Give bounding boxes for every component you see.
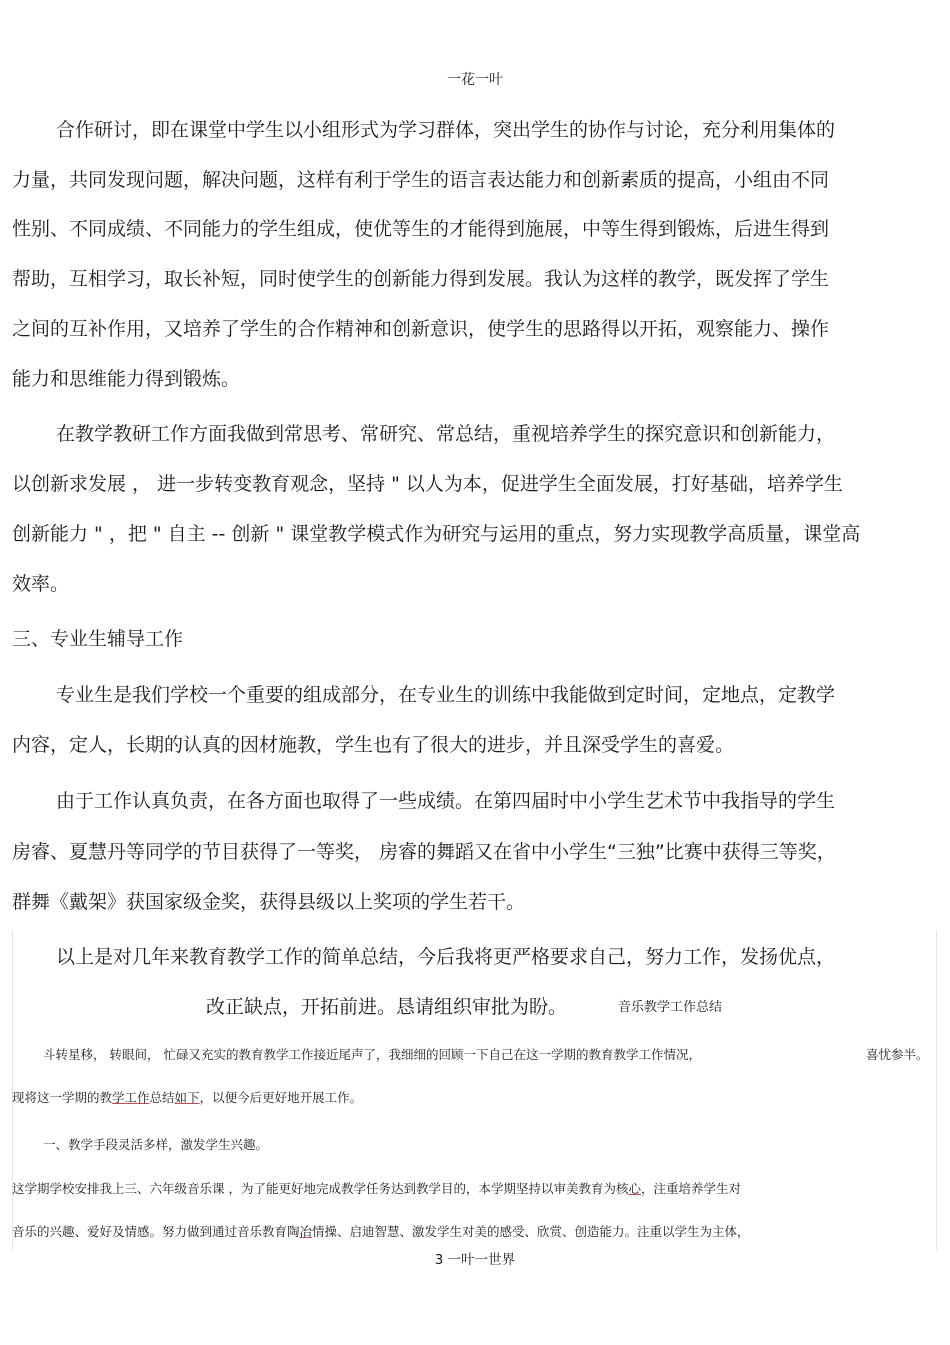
paragraph-line: 帮助，互相学习，取长补短，同时使学生的创新能力得到发展。我认为这样的教学，既发挥了学生 <box>12 268 830 290</box>
paragraph-line: 房睿、夏慧丹等同学的节目获得了一等奖， 房睿的舞蹈又在省中小学生“三独”比赛中获得三等奖， <box>12 841 836 863</box>
small-text-line <box>12 1223 750 1241</box>
paragraph-line: 专业生是我们学校一个重要的组成部分，在专业生的训练中我能做到定时间，定地点，定教学 <box>56 684 836 706</box>
paragraph-line: 力量，共同发现问题，解决问题，这样有利于学生的语言表达能力和创新素质的提高，小组由不同 <box>12 169 830 191</box>
paragraph-line: 之间的互补作用，又培养了学生的合作精神和创新意识，使学生的思路得以开拓，观察能力、操作 <box>12 318 830 340</box>
paragraph-line: 在教学教研工作方面我做到常思考、常研究、常总结，重视培养学生的探究意识和创新能力， <box>56 423 836 445</box>
text-segment: 情操、启迪智慧、激发学生对美的感受、欣赏、创造能力。注重以学生为主体， <box>312 1224 750 1239</box>
small-section-heading: 一、教学手段灵活多样，激发学生兴趣。 <box>43 1137 269 1152</box>
conclusion-line: 以上是对几年来教育教学工作的简单总结，今后我将更严格要求自己，努力工作，发扬优点， <box>56 946 836 968</box>
small-text-line: 斗转星移， 转眼间， 忙碌又充实的教育教学工作接近尾声了，我细细的回顾一下自己在这一学期的教育教学工作情况， <box>43 1047 701 1062</box>
text-segment: 现将这一学期的教 <box>12 1090 113 1105</box>
paragraph-line: 内容，定人，长期的认真的因材施教，学生也有了很大的进步，并且深受学生的喜爱。 <box>12 734 735 756</box>
section-heading: 三、专业生辅导工作 <box>12 628 184 650</box>
frame-border-right <box>936 930 937 1250</box>
small-text-line <box>12 1180 741 1198</box>
conclusion-line: 改正缺点，开拓前进。恳请组织审批为盼。 <box>206 996 568 1018</box>
page-footer: 3 一叶一世界 <box>434 1252 516 1268</box>
paragraph-line: 以创新求发展 ， 进一步转变教育观念，坚持 " 以人为本，促进学生全面发展，打好基础，培养学生 <box>12 473 843 495</box>
underlined-text: 如下 <box>174 1090 200 1105</box>
paragraph-line: 由于工作认真负责，在各方面也取得了一些成绩。在第四届时中小学生艺术节中我指导的学生 <box>56 790 836 812</box>
text-segment: ，注重培养学生对 <box>641 1181 742 1196</box>
paragraph-line: 能力和思维能力得到锻炼。 <box>12 368 241 390</box>
next-document-title: 音乐教学工作总结 <box>618 1000 723 1015</box>
underlined-text: 冶 <box>299 1224 313 1239</box>
page-header: 一花一叶 <box>447 72 503 88</box>
paragraph-line: 性别、不同成绩、不同能力的学生组成，使优等生的才能得到施展，中等生得到锻炼，后进生得到 <box>12 218 830 240</box>
small-text-line <box>12 1089 362 1107</box>
underlined-text: 学工作 <box>112 1090 150 1105</box>
paragraph-line: 创新能力 " ，把 " 自主 -- 创新 " 课堂教学模式作为研究与运用的重点，努力实现教学高质量，课堂高 <box>12 523 861 545</box>
text-segment: 总结 <box>149 1090 175 1105</box>
paragraph-line: 效率。 <box>12 573 70 595</box>
paragraph-line: 合作研讨，即在课堂中学生以小组形式为学习群体，突出学生的协作与讨论，充分利用集体的 <box>56 119 836 141</box>
paragraph-line: 群舞《戴架》获国家级金奖，获得县级以上奖项的学生若干。 <box>12 891 526 913</box>
text-segment: 音乐的兴趣、爱好及情感。努力做到通过音乐教育陶 <box>12 1224 300 1239</box>
underlined-text: 心 <box>628 1181 641 1196</box>
text-segment: ，以便今后更好地开展工作。 <box>199 1090 363 1105</box>
text-segment: 这学期学校安排我上三、六年级音乐课 ，为了能更好地完成教学任务达到教学目的，本学期坚持以审美教育为核 <box>12 1181 629 1196</box>
small-text-line: 喜忧参半。 <box>866 1047 929 1062</box>
